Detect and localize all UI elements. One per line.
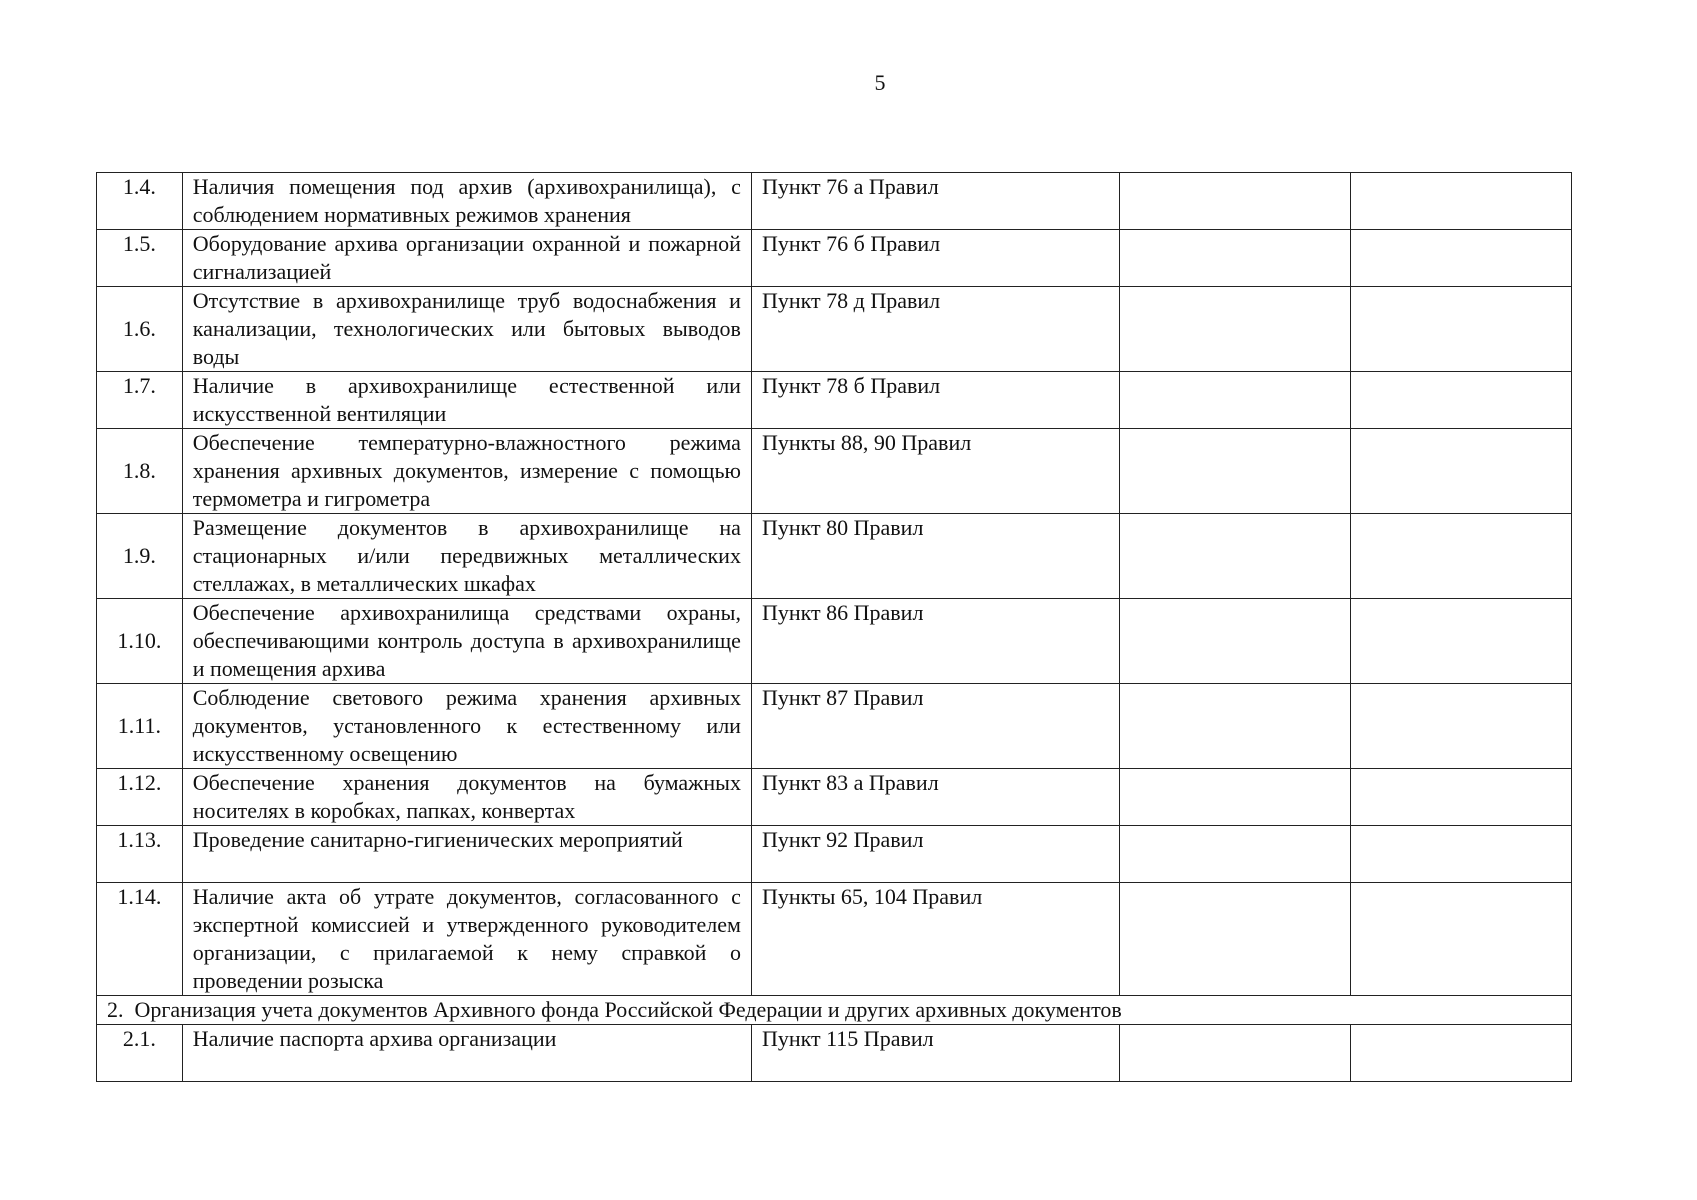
requirement-text: Обеспечение архивохранилища средствами охраны, обеспечивающими контроль доступа в архивохранилище и помещения архива xyxy=(182,599,751,684)
empty-cell xyxy=(1119,429,1351,514)
rule-reference: Пункт 76 б Правил xyxy=(751,230,1119,287)
rule-reference: Пункт 83 а Правил xyxy=(751,769,1119,826)
table-row xyxy=(97,826,1572,883)
empty-cell xyxy=(1351,826,1572,883)
empty-cell xyxy=(1351,1025,1572,1082)
item-number: 1.9. xyxy=(97,514,183,599)
rule-reference: Пункт 78 д Правил xyxy=(751,287,1119,372)
section-header-row xyxy=(97,996,1572,1025)
page-number: 5 xyxy=(874,70,886,95)
table-row xyxy=(97,287,1572,372)
table-row xyxy=(97,684,1572,769)
empty-cell xyxy=(1119,230,1351,287)
empty-cell xyxy=(1119,173,1351,230)
empty-cell xyxy=(1351,173,1572,230)
rule-reference: Пункт 80 Правил xyxy=(751,514,1119,599)
empty-cell xyxy=(1351,287,1572,372)
rule-reference: Пункты 88, 90 Правил xyxy=(751,429,1119,514)
empty-cell xyxy=(1119,684,1351,769)
rule-reference: Пункт 115 Правил xyxy=(751,1025,1119,1082)
table-row xyxy=(97,230,1572,287)
requirement-text: Наличие акта об утрате документов, согласованного с экспертной комиссией и утвержденного руководителем организации, с прилагаемой к нему справкой о проведении розыска xyxy=(182,883,751,996)
item-number: 1.12. xyxy=(97,769,183,826)
rule-reference: Пункт 92 Правил xyxy=(751,826,1119,883)
empty-cell xyxy=(1351,514,1572,599)
empty-cell xyxy=(1119,599,1351,684)
requirement-text: Оборудование архива организации охранной и пожарной сигнализацией xyxy=(182,230,751,287)
table-row xyxy=(97,173,1572,230)
empty-cell xyxy=(1119,514,1351,599)
requirement-text: Размещение документов в архивохранилище на стационарных и/или передвижных металлических стеллажах, в металлических шкафах xyxy=(182,514,751,599)
table-row xyxy=(97,429,1572,514)
requirement-text: Наличие в архивохранилище естественной или искусственной вентиляции xyxy=(182,372,751,429)
rule-reference: Пункты 65, 104 Правил xyxy=(751,883,1119,996)
rule-reference: Пункт 86 Правил xyxy=(751,599,1119,684)
requirement-text: Наличие паспорта архива организации xyxy=(182,1025,751,1082)
rule-reference: Пункт 87 Правил xyxy=(751,684,1119,769)
table-row xyxy=(97,769,1572,826)
empty-cell xyxy=(1119,372,1351,429)
rule-reference: Пункт 76 а Правил xyxy=(751,173,1119,230)
empty-cell xyxy=(1119,826,1351,883)
section-title-cell xyxy=(97,996,1572,1025)
rule-reference: Пункт 78 б Правил xyxy=(751,372,1119,429)
requirement-text: Обеспечение хранения документов на бумажных носителях в коробках, папках, конвертах xyxy=(182,769,751,826)
requirement-text: Соблюдение светового режима хранения архивных документов, установленного к естественному или искусственному освещению xyxy=(182,684,751,769)
empty-cell xyxy=(1351,883,1572,996)
section-title: Организация учета документов Архивного фонда Российской Федерации и других архивных документов xyxy=(134,997,1122,1022)
table-row xyxy=(97,599,1572,684)
item-number: 1.10. xyxy=(97,599,183,684)
item-number: 1.5. xyxy=(97,230,183,287)
item-number: 1.4. xyxy=(97,173,183,230)
requirement-text: Проведение санитарно-гигиенических мероприятий xyxy=(182,826,751,883)
item-number: 1.6. xyxy=(97,287,183,372)
item-number: 1.8. xyxy=(97,429,183,514)
empty-cell xyxy=(1119,287,1351,372)
empty-cell xyxy=(1351,230,1572,287)
item-number: 1.14. xyxy=(97,883,183,996)
requirement-text: Отсутствие в архивохранилище труб водоснабжения и канализации, технологических или бытовых выводов воды xyxy=(182,287,751,372)
empty-cell xyxy=(1351,429,1572,514)
empty-cell xyxy=(1351,372,1572,429)
empty-cell xyxy=(1119,769,1351,826)
item-number: 2.1. xyxy=(97,1025,183,1082)
table-row xyxy=(97,514,1572,599)
item-number: 1.7. xyxy=(97,372,183,429)
empty-cell xyxy=(1351,769,1572,826)
requirement-text: Обеспечение температурно-влажностного режима хранения архивных документов, измерение с помощью термометра и гигрометра xyxy=(182,429,751,514)
empty-cell xyxy=(1119,883,1351,996)
requirement-text: Наличия помещения под архив (архивохранилища), с соблюдением нормативных режимов хранения xyxy=(182,173,751,230)
table-row xyxy=(97,372,1572,429)
item-number: 1.11. xyxy=(97,684,183,769)
checklist-table xyxy=(96,172,1572,1082)
section-number: 2. xyxy=(107,997,124,1022)
table-row xyxy=(97,883,1572,996)
table-row xyxy=(97,1025,1572,1082)
empty-cell xyxy=(1351,599,1572,684)
item-number: 1.13. xyxy=(97,826,183,883)
empty-cell xyxy=(1119,1025,1351,1082)
empty-cell xyxy=(1351,684,1572,769)
